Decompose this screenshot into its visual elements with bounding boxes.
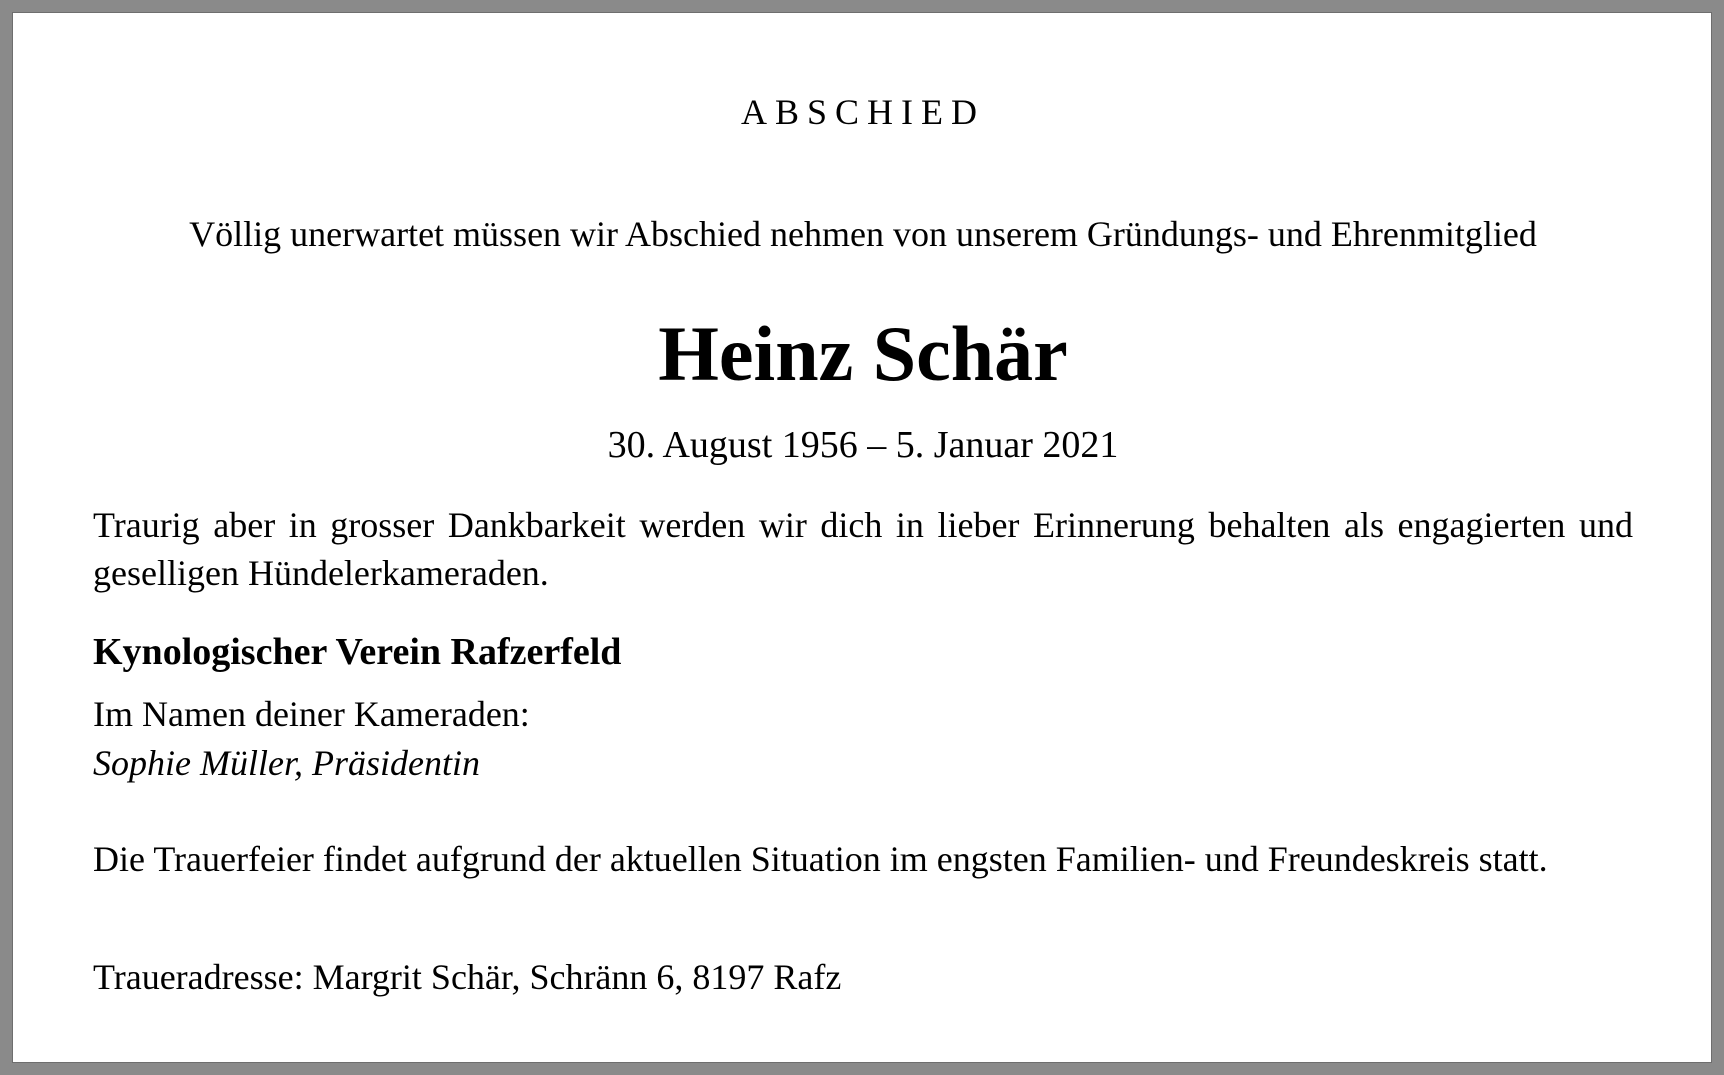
deceased-name: Heinz Schär — [658, 310, 1068, 397]
on-behalf-line: Im Namen deiner Kameraden: — [93, 694, 530, 734]
signer-name: Sophie Müller, Präsidentin — [93, 743, 480, 783]
notice-heading: ABSCHIED — [740, 92, 986, 132]
intro-line: Völlig unerwartet müssen wir Abschied nehmen von unserem Gründungs- und Ehrenmitglied — [189, 214, 1537, 254]
obituary-notice — [12, 12, 1712, 1063]
remembrance-paragraph: Traurig aber in grosser Dankbarkeit werden wir dich in lieber Erinnerung behalten als engagierten und geselligen Hündelerkameraden. — [93, 505, 1633, 593]
mourning-address: Traueradresse: Margrit Schär, Schränn 6, 8197 Rafz — [93, 957, 842, 997]
life-dates: 30. August 1956 – 5. Januar 2021 — [607, 424, 1119, 466]
organization-name: Kynologischer Verein Rafzerfeld — [93, 631, 622, 673]
ceremony-paragraph: Die Trauerfeier findet aufgrund der aktuellen Situation im engsten Familien- und Freundeskreis statt. — [93, 839, 1548, 879]
